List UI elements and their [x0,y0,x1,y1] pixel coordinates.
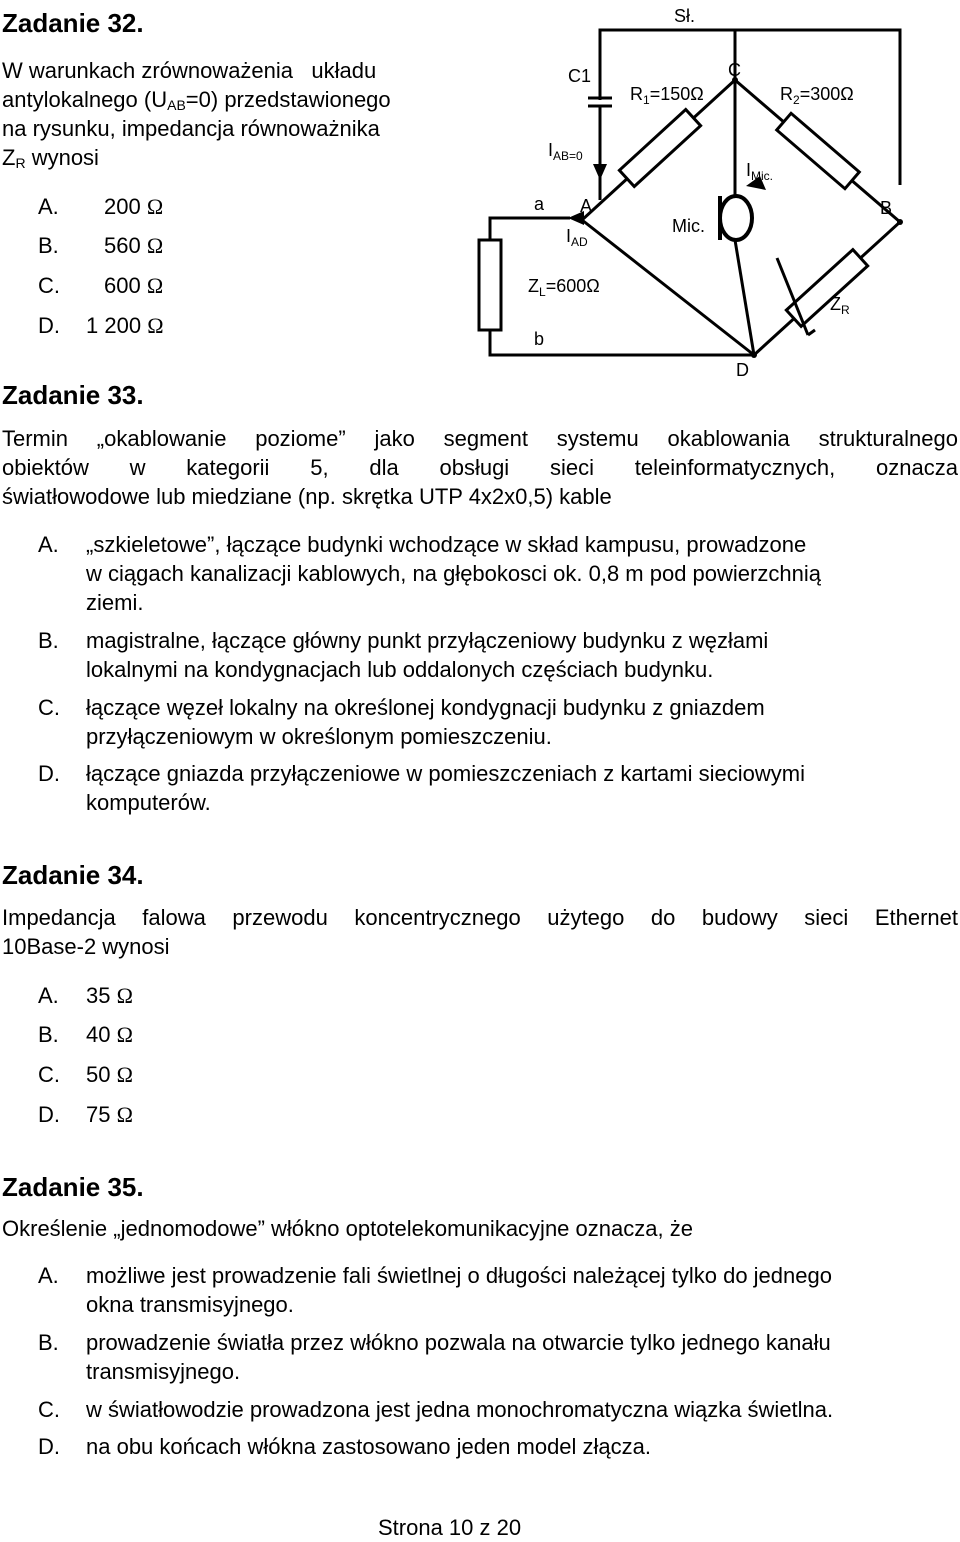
label-zl: $Z_L=600\Omega$ [528,276,600,299]
task-33-title: Zadanie 33. [2,380,144,410]
label-r1: $R_1=150\Omega$ [630,84,704,107]
task-33-option-c: C. łączące węzeł lokalny na określonej kondygnacji budynku z gniazdem przyłączeniowym w określonym pomieszczeniu. [38,695,765,749]
label-b-small: b [534,329,545,349]
label-r2: $R_2=300\Omega$ [780,84,854,107]
task-32-option-a: A. 200 Ω [38,194,164,219]
resistor-r1 [619,109,700,186]
task-35-option-c: C. w światłowodzie prowadzona jest jedna monochromatyczna wiązka świetlna. [38,1397,834,1422]
task-35-title: Zadanie 35. [2,1172,144,1202]
current-arrow-iab [593,164,607,180]
label-d: D [736,360,749,380]
label-c: C [728,60,741,80]
task-33-question [2,424,958,511]
resistor-r2 [777,113,860,188]
label-a-small: a [534,194,545,214]
q33-line2: obiektów w kategorii 5, dla obsługi sieci teleinformatycznych, oznacza [2,455,958,480]
resistor-zl [479,240,501,330]
task-32-option-c: C. 600 Ω [38,273,164,298]
q32-line2a: antylokalnego (U [2,87,168,112]
q34-line1: Impedancja falowa przewodu koncentrycznego użytego do budowy sieci Ethernet [2,905,958,930]
task-34-title: Zadanie 34. [2,860,144,890]
task-34-option-a: A. 35 Ω [38,983,133,1008]
task-34-option-c: C. 50 Ω [38,1062,133,1087]
microphone-icon [720,196,752,240]
q32-line2-sub: AB [167,97,186,113]
task-34-question [2,903,958,961]
circuit-diagram [470,0,960,385]
label-mic: Mic. [672,216,705,236]
page-number: Strona 10 z 20 [378,1515,522,1540]
label-a: A [580,196,593,216]
task-32-question [2,56,391,172]
label-iab: $I_{AB=0}$ [548,140,583,163]
q32-line4-sub: R [15,155,26,171]
q33-line3: światłowodowe lub miedziane (np. skrętka UTP 4x2x0,5) kable [2,484,612,509]
task-32-option-b: B. 560 Ω [38,233,164,258]
q32-line4b: wynosi [25,145,99,170]
label-imic: $I_{Mic.}$ [746,160,774,183]
q32-line1a: W warunkach zrównoważenia [2,58,294,83]
q32-line4a: Z [2,145,16,170]
task-33-option-d: D. łączące gniazda przyłączeniowe w pomieszczeniach z kartami sieciowymi komputerów. [38,761,805,815]
task-32-option-d: D. 1 200 Ω [38,313,164,338]
label-c1: C1 [568,66,592,86]
label-sl: Sł. [674,6,696,26]
task-35-option-d: D. na obu końcach włókna zastosowano jeden model złącza. [38,1434,652,1459]
label-zr: $Z_R$ [830,294,850,317]
q33-line1: Termin „okablowanie poziome” jako segment systemu okablowania strukturalnego [2,426,958,451]
task-35-question: Określenie „jednomodowe” włókno optotelekomunikacyjne oznacza, że [2,1216,693,1241]
task-32-title: Zadanie 32. [2,8,144,38]
q32-line2b: =0) przedstawionego [185,87,391,112]
q32-line3: na rysunku, impedancja równoważnika [2,116,380,141]
task-34-option-b: B. 40 Ω [38,1022,133,1047]
label-iad: $I_{AD}$ [566,226,588,249]
task-35-option-b: B. prowadzenie światła przez włókno pozwala na otwarcie tylko jednego kanału transmisyjnego. [38,1330,831,1384]
task-34-option-d: D. 75 Ω [38,1102,133,1127]
q34-line2: 10Base-2 wynosi [2,934,170,959]
label-b: B [880,198,893,218]
task-33-option-a: A. „szkieletowe”, łączące budynki wchodzące w skład kampusu, prowadzone w ciągach kanalizacji kablowych, na głębokosci ok. 0,8 m pod powierzchnią ziemi. [38,532,821,615]
task-35-option-a: A. możliwe jest prowadzenie fali świetlnej o długości należącej tylko do jednego okna transmisyjnego. [38,1263,832,1317]
task-33-option-b: B. magistralne, łączące główny punkt przyłączeniowy budynku z węzłami lokalnymi na kondygnacjach lub oddalonych częściach budynku. [38,628,769,682]
q32-line1b: układu [311,58,377,83]
